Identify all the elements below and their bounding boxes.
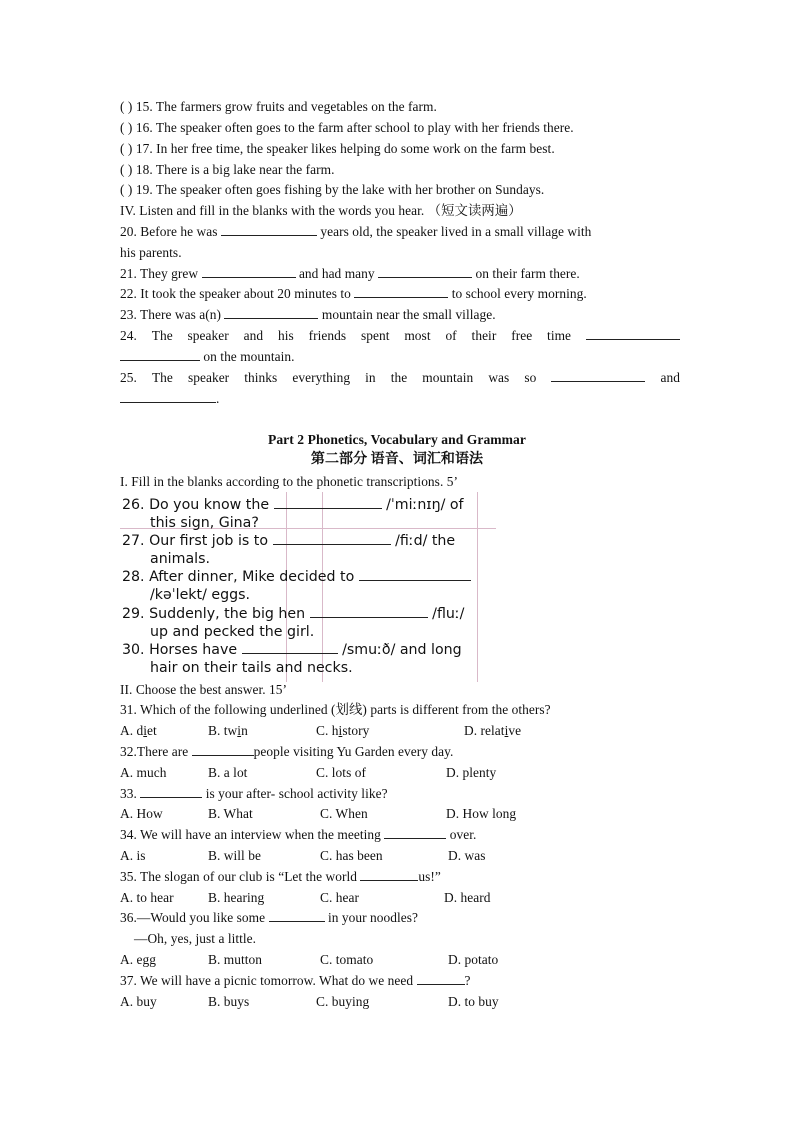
question-26-cont: this sign, Gina? [150,515,259,531]
answer-blank-20[interactable] [221,223,317,236]
answer-blank-23[interactable] [224,306,318,319]
question-29: 29. Suddenly, the big hen /fluː/ [122,606,465,622]
section-ii-title: II. Choose the best answer. 15’ [120,682,288,697]
question-32-options [120,764,680,782]
question-20: 20. Before he was years old, the speaker lived in a small village with [120,224,592,239]
part2-title-en: Part 2 Phonetics, Vocabulary and Grammar [267,432,526,447]
answer-blank-28[interactable] [359,568,471,581]
section-i-title: I. Fill in the blanks according to the phonetic transcriptions. 5’ [120,474,458,489]
answer-blank-21a[interactable] [202,265,296,278]
option-b[interactable]: B. will be [208,848,261,863]
answer-blank-22[interactable] [354,285,448,298]
question-22: 22. It took the speaker about 20 minutes to to school every morning. [120,286,587,301]
option-c[interactable]: C. history [316,723,370,738]
tf-item-15: ( ) 15. The farmers grow fruits and vegetables on the farm. [120,99,437,114]
option-d[interactable]: D. to buy [448,994,499,1009]
question-37: 37. We will have a picnic tomorrow. What do we need ? [120,973,471,988]
option-c[interactable]: C. tomato [320,952,374,967]
answer-blank-24a[interactable] [586,327,680,340]
option-a[interactable]: A. much [120,765,167,780]
tf-item-16: ( ) 16. The speaker often goes to the farm after school to play with her friends there. [120,120,574,135]
question-36-reply: —Oh, yes, just a little. [134,931,257,946]
question-26: 26. Do you know the /ˈmiːnɪŋ/ of [122,497,464,513]
option-c[interactable]: C. lots of [316,765,366,780]
option-d[interactable]: D. relative [464,723,522,738]
option-d[interactable]: D. heard [444,890,491,905]
question-33-options [120,805,680,823]
answer-blank-25b[interactable] [120,390,216,403]
answer-blank-33[interactable] [140,785,202,798]
question-24: 24. The speaker and his friends spent most of their free time [120,327,680,345]
question-33: 33. is your after- school activity like? [120,786,388,801]
tf-item-19: ( ) 19. The speaker often goes fishing by the lake with her brother on Sundays. [120,182,545,197]
question-36: 36.—Would you like some in your noodles? [120,910,418,925]
answer-blank-24b[interactable] [120,348,200,361]
question-35: 35. The slogan of our club is “Let the world us!” [120,869,441,884]
tf-item-17: ( ) 17. In her free time, the speaker likes helping do some work on the farm best. [120,141,555,156]
option-a[interactable]: A. diet [120,723,157,738]
question-37-options [120,993,680,1011]
answer-blank-26[interactable] [274,496,382,509]
question-35-options [120,889,680,907]
option-b[interactable]: B. buys [208,994,250,1009]
question-25-cont: . [120,390,680,408]
option-d[interactable]: D. How long [446,806,517,821]
grid-rule [477,492,478,682]
option-d[interactable]: D. plenty [446,765,497,780]
option-a[interactable]: A. is [120,848,146,863]
section-iv-title: IV. Listen and fill in the blanks with the words you hear. （短文读两遍） [120,203,522,218]
option-c[interactable]: C. has been [320,848,383,863]
question-36-options [120,951,680,969]
option-c[interactable]: C. buying [316,994,370,1009]
option-a[interactable]: A. egg [120,952,156,967]
question-32: 32.There are people visiting Yu Garden every day. [120,744,454,759]
tf-item-18: ( ) 18. There is a big lake near the farm. [120,162,335,177]
question-31: 31. Which of the following underlined (划线) parts is different from the others? [120,702,551,717]
option-d[interactable]: D. potato [448,952,499,967]
option-a[interactable]: A. How [120,806,163,821]
option-a[interactable]: A. to hear [120,890,174,905]
question-28-cont: /kəˈlekt/ eggs. [150,587,251,603]
question-20-cont: his parents. [120,245,182,260]
option-a[interactable]: A. buy [120,994,157,1009]
answer-blank-36[interactable] [269,909,325,922]
question-34-options [120,847,680,865]
question-34: 34. We will have an interview when the meeting over. [120,827,477,842]
answer-blank-27[interactable] [273,532,391,545]
answer-blank-32[interactable] [192,743,254,756]
answer-blank-29[interactable] [310,605,428,618]
option-b[interactable]: B. twin [208,723,248,738]
option-b[interactable]: B. What [208,806,253,821]
answer-blank-30[interactable] [242,641,338,654]
question-30: 30. Horses have /smuːð/ and long [122,642,462,658]
question-24-cont: on the mountain. [120,348,680,366]
question-23: 23. There was a(n) mountain near the small village. [120,307,496,322]
part2-title-cn: 第二部分 语音、词汇和语法 [310,452,484,467]
question-30-cont: hair on their tails and necks. [150,660,353,676]
option-b[interactable]: B. a lot [208,765,248,780]
question-27: 27. Our first job is to /fiːd/ the [122,533,456,549]
question-28: 28. After dinner, Mike decided to [122,568,471,586]
question-27-cont: animals. [150,551,210,567]
option-b[interactable]: B. hearing [208,890,265,905]
answer-blank-37[interactable] [417,972,465,985]
option-b[interactable]: B. mutton [208,952,263,967]
answer-blank-34[interactable] [384,826,446,839]
question-29-cont: up and pecked the girl. [150,624,315,640]
answer-blank-21b[interactable] [378,265,472,278]
option-d[interactable]: D. was [448,848,486,863]
answer-blank-25a[interactable] [551,369,645,382]
question-31-options [120,722,680,740]
question-25: 25. The speaker thinks everything in the mountain was so and [120,370,680,385]
answer-blank-35[interactable] [360,868,418,881]
option-c[interactable]: C. hear [320,890,360,905]
option-c[interactable]: C. When [320,806,368,821]
question-21: 21. They grew and had many on their farm there. [120,266,580,281]
phonetic-exercise-image [120,492,496,682]
